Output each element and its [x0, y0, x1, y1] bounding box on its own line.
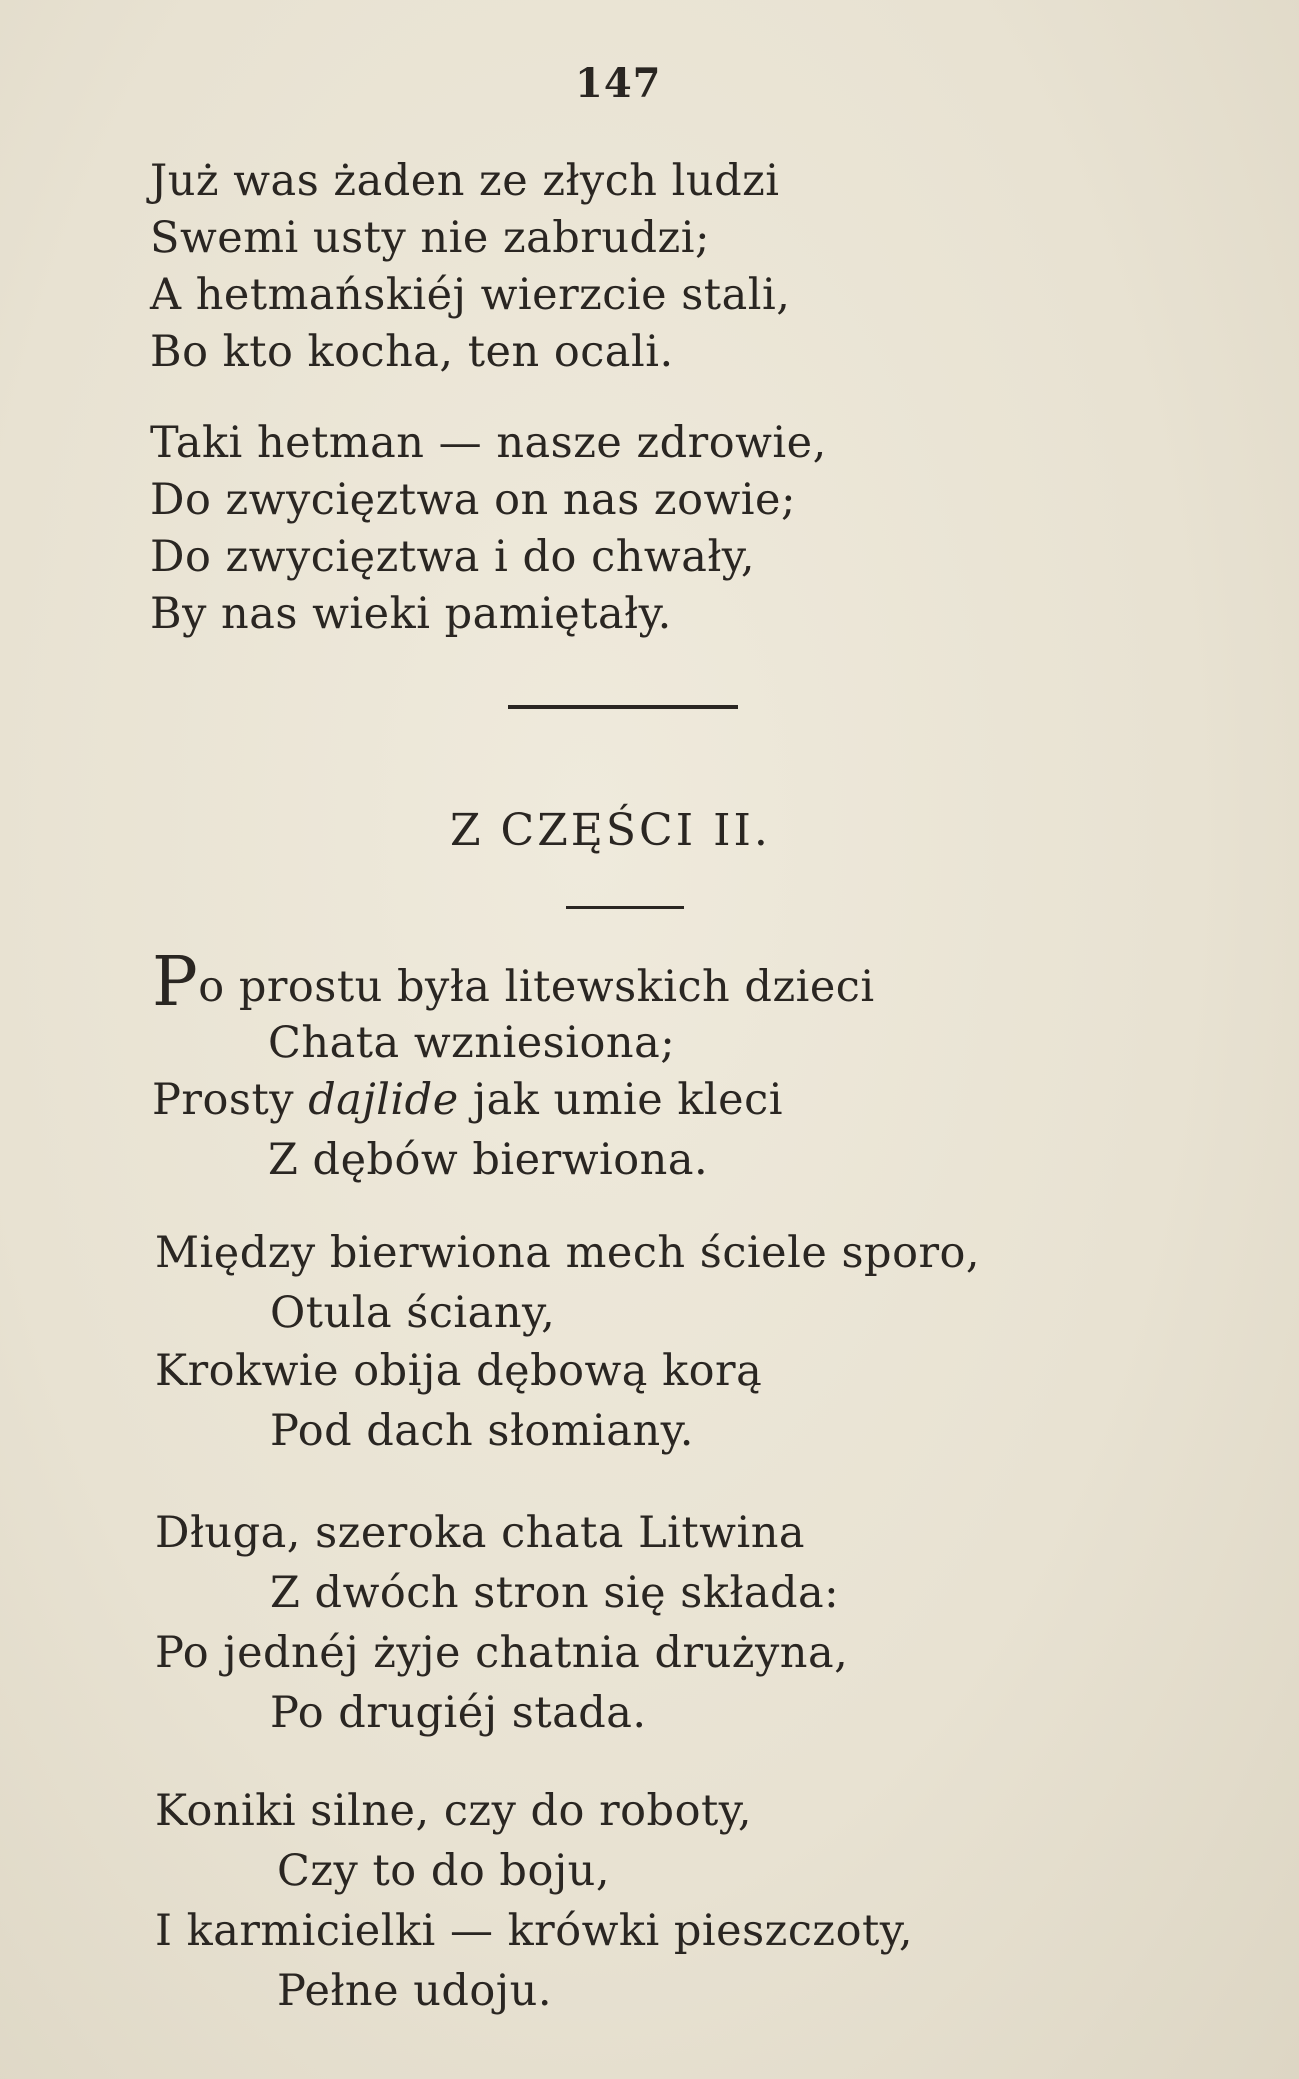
verse-line: Już was żaden ze złych ludzi [150, 156, 780, 206]
verse-line [152, 943, 875, 1022]
page-number: 147 [575, 60, 662, 107]
heading-underline [566, 906, 684, 909]
verse-line-rest: o prostu była litewskich dzieci [198, 962, 875, 1012]
section-divider [508, 705, 738, 709]
verse-line: Chata wzniesiona; [268, 1018, 676, 1068]
verse-line: A hetmańskiéj wierzcie stali, [150, 270, 791, 320]
verse-line: Między bierwiona mech ściele sporo, [155, 1228, 981, 1278]
verse-line: Do zwycięztwa i do chwały, [150, 532, 756, 582]
verse-text: jak umie kleci [458, 1075, 783, 1125]
verse-line: Pod dach słomiany. [270, 1406, 694, 1456]
verse-line: Do zwycięztwa on nas zowie; [150, 475, 796, 525]
section-heading: Z CZĘŚCI II. [450, 805, 771, 856]
italic-term: dajlide [308, 1075, 459, 1125]
verse-line: Bo kto kocha, ten ocali. [150, 327, 674, 377]
verse-line: Taki hetman — nasze zdrowie, [150, 418, 827, 468]
verse-line: Swemi usty nie zabrudzi; [150, 213, 710, 263]
verse-line: Czy to do boju, [277, 1846, 611, 1896]
verse-text: Prosty [152, 1075, 309, 1125]
verse-line: Po jednéj żyje chatnia drużyna, [155, 1628, 849, 1678]
verse-line: Otula ściany, [270, 1288, 556, 1338]
drop-cap: P [152, 943, 199, 1022]
verse-line: Po drugiéj stada. [270, 1688, 647, 1738]
verse-line: Z dębów bierwiona. [268, 1135, 709, 1185]
verse-line: Długa, szeroka chata Litwina [155, 1508, 806, 1558]
verse-line: By nas wieki pamiętały. [150, 589, 672, 639]
verse-line [152, 1072, 783, 1128]
verse-line: Krokwie obija dębową korą [155, 1346, 763, 1396]
verse-line: I karmicielki — krówki pieszczoty, [155, 1906, 913, 1956]
verse-line: Z dwóch stron się składa: [270, 1568, 840, 1618]
verse-line: Koniki silne, czy do roboty, [155, 1786, 752, 1836]
verse-line: Pełne udoju. [277, 1966, 553, 2016]
